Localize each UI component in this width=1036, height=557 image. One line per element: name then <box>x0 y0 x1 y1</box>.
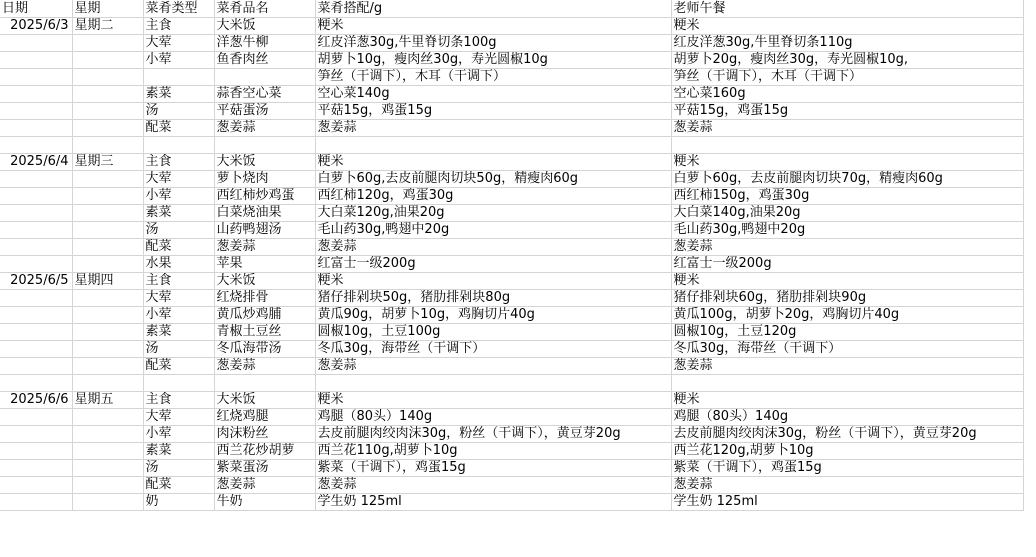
date-cell[interactable] <box>0 188 72 205</box>
teacher-lunch-cell[interactable]: 葱姜蒜 <box>671 477 1023 494</box>
ingredients-cell[interactable]: 冬瓜30g，海带丝（干调下） <box>315 341 671 358</box>
date-cell[interactable] <box>0 86 72 103</box>
dish-type-cell[interactable]: 素菜 <box>143 324 214 341</box>
date-cell[interactable] <box>0 256 72 273</box>
dish-type-cell[interactable]: 配菜 <box>143 239 214 256</box>
teacher-lunch-cell[interactable]: 平菇15g，鸡蛋15g <box>671 103 1023 120</box>
ingredients-cell[interactable]: 红皮洋葱30g,牛里脊切条100g <box>315 35 671 52</box>
weekday-cell[interactable] <box>72 290 143 307</box>
teacher-lunch-cell[interactable]: 葱姜蒜 <box>671 358 1023 375</box>
teacher-lunch-cell[interactable]: 冬瓜30g，海带丝（干调下） <box>671 341 1023 358</box>
header-ingredients[interactable]: 菜肴搭配/g <box>315 0 671 18</box>
weekday-cell[interactable] <box>72 222 143 239</box>
ingredients-cell[interactable]: 大白菜120g,油果20g <box>315 205 671 222</box>
date-cell[interactable] <box>0 103 72 120</box>
teacher-lunch-cell[interactable]: 毛山药30g,鸭翅中20g <box>671 222 1023 239</box>
date-cell[interactable] <box>0 494 72 511</box>
dish-name-cell[interactable]: 蒜香空心菜 <box>214 86 315 103</box>
table-row <box>0 358 1023 375</box>
weekday-cell[interactable]: 星期五 <box>72 392 143 409</box>
date-cell[interactable] <box>0 477 72 494</box>
dish-type-cell[interactable]: 素菜 <box>143 205 214 222</box>
header-weekday[interactable]: 星期 <box>72 0 143 18</box>
teacher-lunch-cell[interactable]: 西红柿150g，鸡蛋30g <box>671 188 1023 205</box>
table-row <box>0 52 1023 69</box>
date-cell[interactable] <box>0 426 72 443</box>
table-row <box>0 409 1023 426</box>
weekday-cell[interactable] <box>72 477 143 494</box>
weekday-cell[interactable] <box>72 307 143 324</box>
teacher-lunch-cell[interactable]: 笋丝（干调下），木耳（干调下） <box>671 69 1023 86</box>
weekday-cell[interactable] <box>72 341 143 358</box>
ingredients-cell[interactable]: 粳米 <box>315 154 671 171</box>
table-row <box>0 171 1023 188</box>
teacher-lunch-cell[interactable]: 大白菜140g,油果20g <box>671 205 1023 222</box>
weekday-cell[interactable] <box>72 86 143 103</box>
dish-name-cell[interactable]: 洋葱牛柳 <box>214 35 315 52</box>
teacher-lunch-cell[interactable]: 粳米 <box>671 18 1023 35</box>
dish-name-cell[interactable]: 葱姜蒜 <box>214 358 315 375</box>
ingredients-cell[interactable]: 紫菜（干调下），鸡蛋15g <box>315 460 671 477</box>
dish-name-cell[interactable]: 葱姜蒜 <box>214 239 315 256</box>
dish-type-cell[interactable] <box>143 375 214 392</box>
weekday-cell[interactable] <box>72 137 143 154</box>
date-cell[interactable] <box>0 358 72 375</box>
teacher-lunch-cell[interactable]: 西兰花120g,胡萝卜10g <box>671 443 1023 460</box>
table-row <box>0 460 1023 477</box>
teacher-lunch-cell[interactable] <box>671 375 1023 392</box>
weekday-cell[interactable]: 星期二 <box>72 18 143 35</box>
date-cell[interactable] <box>0 52 72 69</box>
ingredients-cell[interactable] <box>315 137 671 154</box>
table-row <box>0 273 1023 290</box>
ingredients-cell[interactable]: 空心菜140g <box>315 86 671 103</box>
teacher-lunch-cell[interactable]: 葱姜蒜 <box>671 239 1023 256</box>
date-cell[interactable] <box>0 324 72 341</box>
dish-type-cell[interactable]: 大荤 <box>143 171 214 188</box>
date-cell[interactable] <box>0 120 72 137</box>
table-row <box>0 35 1023 52</box>
weekday-cell[interactable] <box>72 494 143 511</box>
date-cell[interactable] <box>0 35 72 52</box>
weekday-cell[interactable]: 星期四 <box>72 273 143 290</box>
ingredients-cell[interactable]: 去皮前腿肉绞肉沫30g，粉丝（干调下），黄豆芽20g <box>315 426 671 443</box>
dish-name-cell[interactable] <box>214 137 315 154</box>
date-cell[interactable] <box>0 171 72 188</box>
date-cell[interactable] <box>0 290 72 307</box>
dish-type-cell[interactable] <box>143 69 214 86</box>
teacher-lunch-cell[interactable]: 圆椒10g，土豆120g <box>671 324 1023 341</box>
weekday-cell[interactable] <box>72 256 143 273</box>
ingredients-cell[interactable]: 圆椒10g，土豆100g <box>315 324 671 341</box>
table-row <box>0 494 1023 511</box>
weekday-cell[interactable] <box>72 188 143 205</box>
dish-name-cell[interactable]: 西兰花炒胡萝 <box>214 443 315 460</box>
dish-type-cell[interactable]: 汤 <box>143 103 214 120</box>
header-row <box>0 0 1023 18</box>
dish-name-cell[interactable]: 黄瓜炒鸡脯 <box>214 307 315 324</box>
weekday-cell[interactable] <box>72 460 143 477</box>
dish-name-cell[interactable]: 白菜烧油果 <box>214 205 315 222</box>
dish-name-cell[interactable]: 红烧排骨 <box>214 290 315 307</box>
header-date[interactable]: 日期 <box>0 0 72 18</box>
dish-type-cell[interactable]: 配菜 <box>143 120 214 137</box>
header-dish-type[interactable]: 菜肴类型 <box>143 0 214 18</box>
teacher-lunch-cell[interactable]: 粳米 <box>671 154 1023 171</box>
teacher-lunch-cell[interactable]: 学生奶 125ml <box>671 494 1023 511</box>
table-row <box>0 86 1023 103</box>
weekday-cell[interactable] <box>72 358 143 375</box>
dish-name-cell[interactable]: 肉沫粉丝 <box>214 426 315 443</box>
teacher-lunch-cell[interactable]: 红富士一级200g <box>671 256 1023 273</box>
dish-type-cell[interactable]: 小荤 <box>143 307 214 324</box>
date-cell[interactable] <box>0 239 72 256</box>
table-row <box>0 290 1023 307</box>
dish-name-cell[interactable]: 青椒土豆丝 <box>214 324 315 341</box>
date-cell[interactable]: 2025/6/3 <box>0 18 72 35</box>
weekday-cell[interactable]: 星期三 <box>72 154 143 171</box>
ingredients-cell[interactable]: 平菇15g，鸡蛋15g <box>315 103 671 120</box>
table-row <box>0 188 1023 205</box>
dish-type-cell[interactable]: 大荤 <box>143 290 214 307</box>
ingredients-cell[interactable]: 葱姜蒜 <box>315 239 671 256</box>
weekday-cell[interactable] <box>72 443 143 460</box>
table-row <box>0 69 1023 86</box>
ingredients-cell[interactable]: 葱姜蒜 <box>315 358 671 375</box>
dish-type-cell[interactable]: 水果 <box>143 256 214 273</box>
teacher-lunch-cell[interactable]: 粳米 <box>671 392 1023 409</box>
teacher-lunch-cell[interactable] <box>671 137 1023 154</box>
table-row <box>0 205 1023 222</box>
teacher-lunch-cell[interactable]: 粳米 <box>671 273 1023 290</box>
ingredients-cell[interactable]: 笋丝（干调下），木耳（干调下） <box>315 69 671 86</box>
date-cell[interactable] <box>0 409 72 426</box>
dish-type-cell[interactable]: 主食 <box>143 18 214 35</box>
dish-type-cell[interactable]: 素菜 <box>143 443 214 460</box>
dish-type-cell[interactable]: 汤 <box>143 341 214 358</box>
dish-name-cell[interactable]: 牛奶 <box>214 494 315 511</box>
dish-name-cell[interactable]: 大米饭 <box>214 154 315 171</box>
weekday-cell[interactable] <box>72 52 143 69</box>
dish-name-cell[interactable]: 苹果 <box>214 256 315 273</box>
dish-type-cell[interactable]: 汤 <box>143 460 214 477</box>
weekday-cell[interactable] <box>72 205 143 222</box>
teacher-lunch-cell[interactable]: 去皮前腿肉绞肉沫30g，粉丝（干调下），黄豆芽20g <box>671 426 1023 443</box>
ingredients-cell[interactable]: 葱姜蒜 <box>315 477 671 494</box>
dish-type-cell[interactable]: 主食 <box>143 273 214 290</box>
table-row <box>0 137 1023 154</box>
dish-type-cell[interactable]: 奶 <box>143 494 214 511</box>
weekday-cell[interactable] <box>72 35 143 52</box>
dish-name-cell[interactable] <box>214 375 315 392</box>
date-cell[interactable] <box>0 460 72 477</box>
ingredients-cell[interactable] <box>315 375 671 392</box>
table-row <box>0 103 1023 120</box>
date-cell[interactable]: 2025/6/5 <box>0 273 72 290</box>
dish-name-cell[interactable]: 紫菜蛋汤 <box>214 460 315 477</box>
weekday-cell[interactable] <box>72 239 143 256</box>
dish-type-cell[interactable]: 配菜 <box>143 477 214 494</box>
date-cell[interactable] <box>0 341 72 358</box>
dish-name-cell[interactable] <box>214 69 315 86</box>
date-cell[interactable] <box>0 69 72 86</box>
table-row <box>0 426 1023 443</box>
dish-type-cell[interactable]: 小荤 <box>143 426 214 443</box>
teacher-lunch-cell[interactable]: 葱姜蒜 <box>671 120 1023 137</box>
dish-name-cell[interactable]: 平菇蛋汤 <box>214 103 315 120</box>
table-row <box>0 477 1023 494</box>
table-row <box>0 443 1023 460</box>
teacher-lunch-cell[interactable]: 猪仔排剁块60g，猪肋排剁块90g <box>671 290 1023 307</box>
ingredients-cell[interactable]: 学生奶 125ml <box>315 494 671 511</box>
dish-name-cell[interactable]: 冬瓜海带汤 <box>214 341 315 358</box>
dish-name-cell[interactable]: 红烧鸡腿 <box>214 409 315 426</box>
ingredients-cell[interactable]: 西红柿120g，鸡蛋30g <box>315 188 671 205</box>
ingredients-cell[interactable]: 鸡腿（80头）140g <box>315 409 671 426</box>
table-row <box>0 307 1023 324</box>
dish-type-cell[interactable]: 汤 <box>143 222 214 239</box>
teacher-lunch-cell[interactable]: 白萝卜60g，去皮前腿肉切块70g，精瘦肉60g <box>671 171 1023 188</box>
ingredients-cell[interactable]: 粳米 <box>315 392 671 409</box>
dish-type-cell[interactable] <box>143 137 214 154</box>
table-row <box>0 120 1023 137</box>
weekday-cell[interactable] <box>72 324 143 341</box>
dish-name-cell[interactable]: 葱姜蒜 <box>214 120 315 137</box>
table-row <box>0 256 1023 273</box>
ingredients-cell[interactable]: 黄瓜90g，胡萝卜10g，鸡胸切片40g <box>315 307 671 324</box>
date-cell[interactable]: 2025/6/6 <box>0 392 72 409</box>
weekday-cell[interactable] <box>72 375 143 392</box>
dish-name-cell[interactable]: 西红柿炒鸡蛋 <box>214 188 315 205</box>
weekday-cell[interactable] <box>72 103 143 120</box>
dish-name-cell[interactable]: 山药鸭翅汤 <box>214 222 315 239</box>
weekday-cell[interactable] <box>72 426 143 443</box>
dish-name-cell[interactable]: 萝卜烧肉 <box>214 171 315 188</box>
ingredients-cell[interactable]: 红富士一级200g <box>315 256 671 273</box>
ingredients-cell[interactable]: 猪仔排剁块50g，猪肋排剁块80g <box>315 290 671 307</box>
weekday-cell[interactable] <box>72 69 143 86</box>
teacher-lunch-cell[interactable]: 胡萝卜20g，瘦肉丝30g，寿光圆椒10g, <box>671 52 1023 69</box>
weekday-cell[interactable] <box>72 171 143 188</box>
dish-name-cell[interactable]: 大米饭 <box>214 392 315 409</box>
dish-name-cell[interactable]: 葱姜蒜 <box>214 477 315 494</box>
dish-name-cell[interactable]: 鱼香肉丝 <box>214 52 315 69</box>
table-row <box>0 18 1023 35</box>
dish-type-cell[interactable]: 素菜 <box>143 86 214 103</box>
teacher-lunch-cell[interactable]: 红皮洋葱30g,牛里脊切条110g <box>671 35 1023 52</box>
teacher-lunch-cell[interactable]: 空心菜160g <box>671 86 1023 103</box>
table-row <box>0 222 1023 239</box>
table-row <box>0 341 1023 358</box>
ingredients-cell[interactable]: 葱姜蒜 <box>315 120 671 137</box>
ingredients-cell[interactable]: 西兰花110g,胡萝卜10g <box>315 443 671 460</box>
date-cell[interactable] <box>0 222 72 239</box>
dish-type-cell[interactable]: 主食 <box>143 392 214 409</box>
date-cell[interactable]: 2025/6/4 <box>0 154 72 171</box>
dish-name-cell[interactable]: 大米饭 <box>214 273 315 290</box>
table-row <box>0 154 1023 171</box>
header-dish-name[interactable]: 菜肴品名 <box>214 0 315 18</box>
ingredients-cell[interactable]: 粳米 <box>315 18 671 35</box>
teacher-lunch-cell[interactable]: 黄瓜100g，胡萝卜20g，鸡胸切片40g <box>671 307 1023 324</box>
dish-type-cell[interactable]: 大荤 <box>143 409 214 426</box>
table-row <box>0 324 1023 341</box>
dish-type-cell[interactable]: 小荤 <box>143 52 214 69</box>
weekday-cell[interactable] <box>72 409 143 426</box>
date-cell[interactable] <box>0 375 72 392</box>
ingredients-cell[interactable]: 白萝卜60g,去皮前腿肉切块50g，精瘦肉60g <box>315 171 671 188</box>
ingredients-cell[interactable]: 毛山药30g,鸭翅中20g <box>315 222 671 239</box>
dish-type-cell[interactable]: 配菜 <box>143 358 214 375</box>
table-row <box>0 392 1023 409</box>
dish-type-cell[interactable]: 小荤 <box>143 188 214 205</box>
dish-type-cell[interactable]: 大荤 <box>143 35 214 52</box>
teacher-lunch-cell[interactable]: 鸡腿（80头）140g <box>671 409 1023 426</box>
ingredients-cell[interactable]: 胡萝卜10g，瘦肉丝30g，寿光圆椒10g <box>315 52 671 69</box>
header-teacher-lunch[interactable]: 老师午餐 <box>671 0 1023 18</box>
table-row <box>0 375 1023 392</box>
date-cell[interactable] <box>0 307 72 324</box>
dish-name-cell[interactable]: 大米饭 <box>214 18 315 35</box>
teacher-lunch-cell[interactable]: 紫菜（干调下），鸡蛋15g <box>671 460 1023 477</box>
weekday-cell[interactable] <box>72 120 143 137</box>
date-cell[interactable] <box>0 137 72 154</box>
table-row <box>0 239 1023 256</box>
date-cell[interactable] <box>0 443 72 460</box>
dish-type-cell[interactable]: 主食 <box>143 154 214 171</box>
date-cell[interactable] <box>0 205 72 222</box>
ingredients-cell[interactable]: 粳米 <box>315 273 671 290</box>
